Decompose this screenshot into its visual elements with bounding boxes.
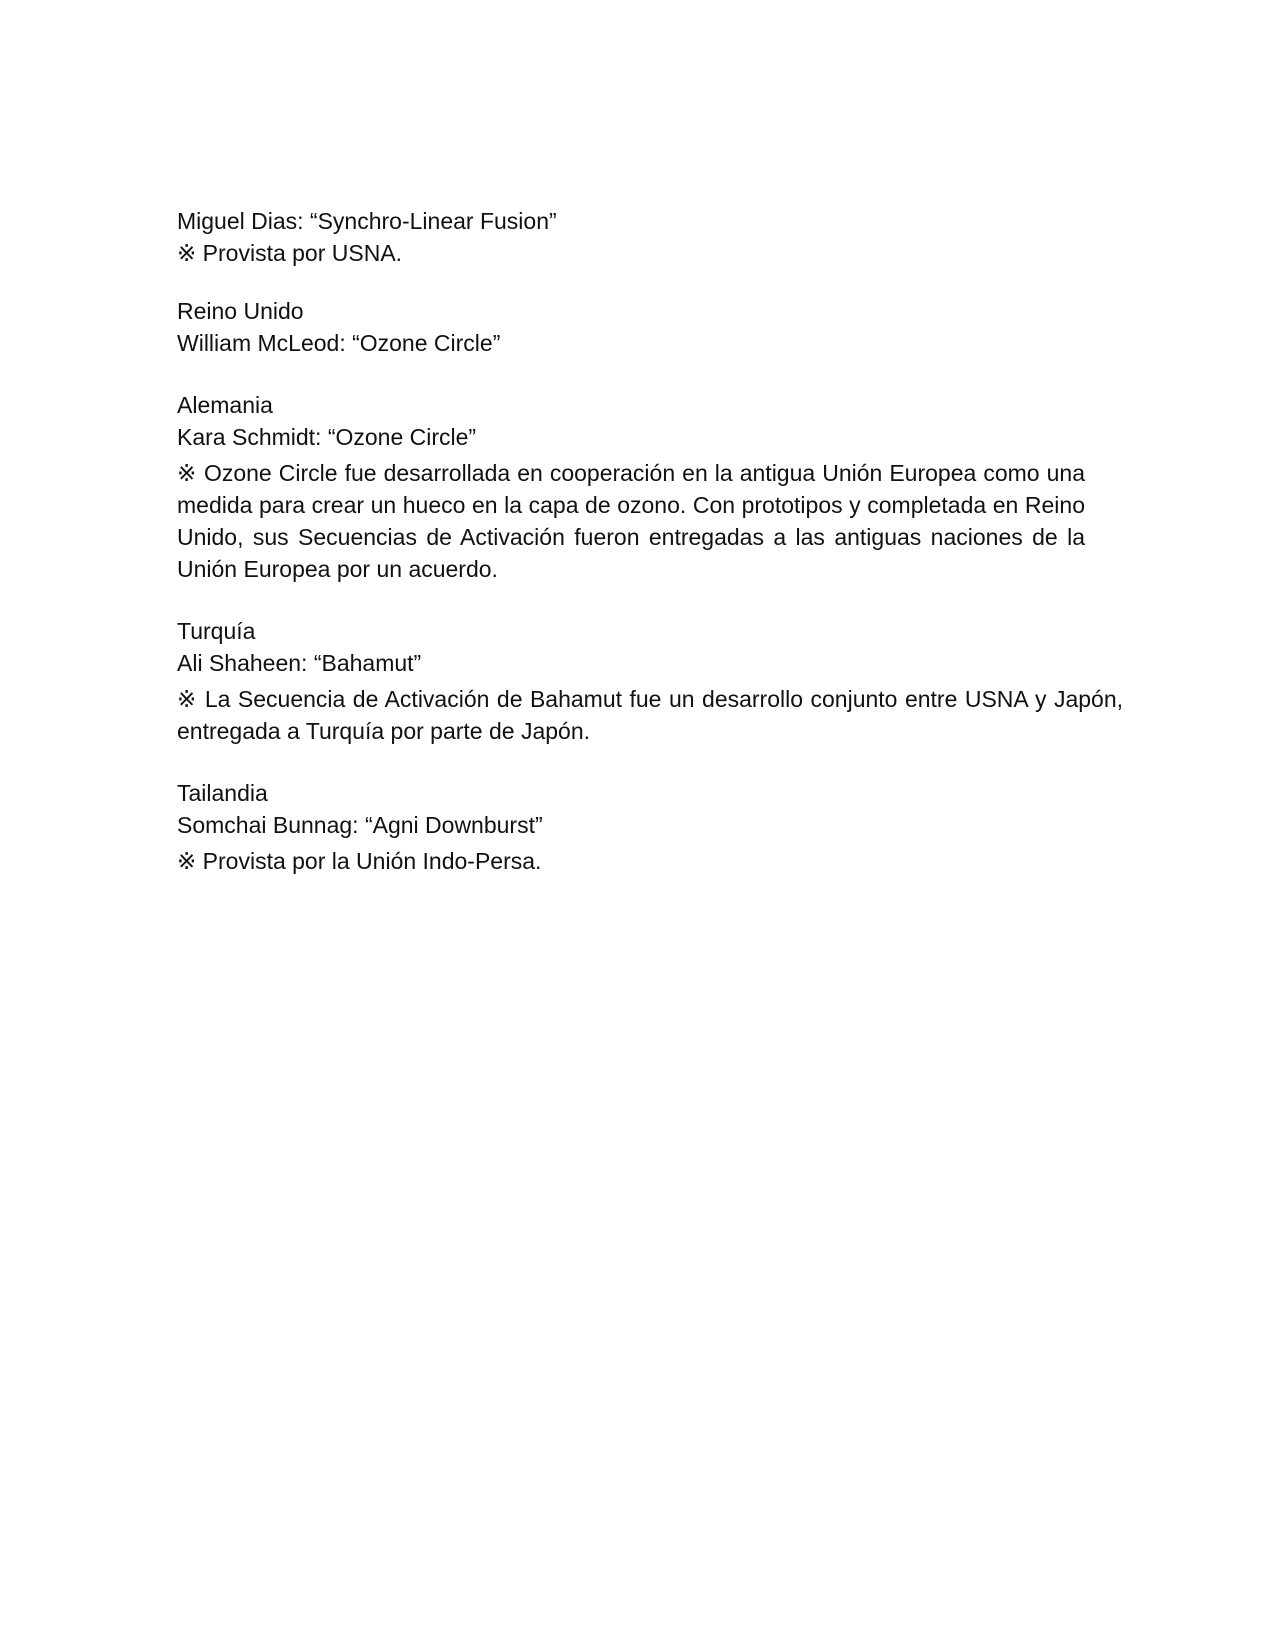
footnote: ※ Ozone Circle fue desarrollada en cooperación en la antigua Unión Europea como una medida para crear un hueco en la capa de ozono. Con prototipos y completada en Reino Unido, sus Secuencias de Activación fueron entregadas a las antiguas naciones de la Unión Europea por un acuerdo. (177, 460, 1085, 582)
footnote: ※ Provista por USNA. (177, 240, 403, 266)
mage-line: Kara Schmidt: “Ozone Circle” (177, 424, 477, 450)
footnote: ※ La Secuencia de Activación de Bahamut fue un desarrollo conjunto entre USNA y Japón, entregada a Turquía por parte de Japón. (177, 686, 1123, 744)
mage-line: Ali Shaheen: “Bahamut” (177, 650, 422, 676)
entry-turquia (177, 615, 1123, 747)
footnote: ※ Provista por la Unión Indo-Persa. (177, 848, 542, 874)
country-heading: Turquía (177, 618, 256, 644)
entry-tailandia (177, 777, 1123, 877)
mage-line: William McLeod: “Ozone Circle” (177, 330, 501, 356)
entry-reino-unido (177, 295, 1123, 359)
document-page (177, 205, 1123, 877)
entry-miguel-dias (177, 205, 1123, 269)
country-heading: Reino Unido (177, 298, 304, 324)
mage-line: Somchai Bunnag: “Agni Downburst” (177, 812, 543, 838)
entry-alemania (177, 389, 1123, 585)
country-heading: Alemania (177, 392, 273, 418)
mage-line: Miguel Dias: “Synchro-Linear Fusion” (177, 208, 557, 234)
country-heading: Tailandia (177, 780, 268, 806)
